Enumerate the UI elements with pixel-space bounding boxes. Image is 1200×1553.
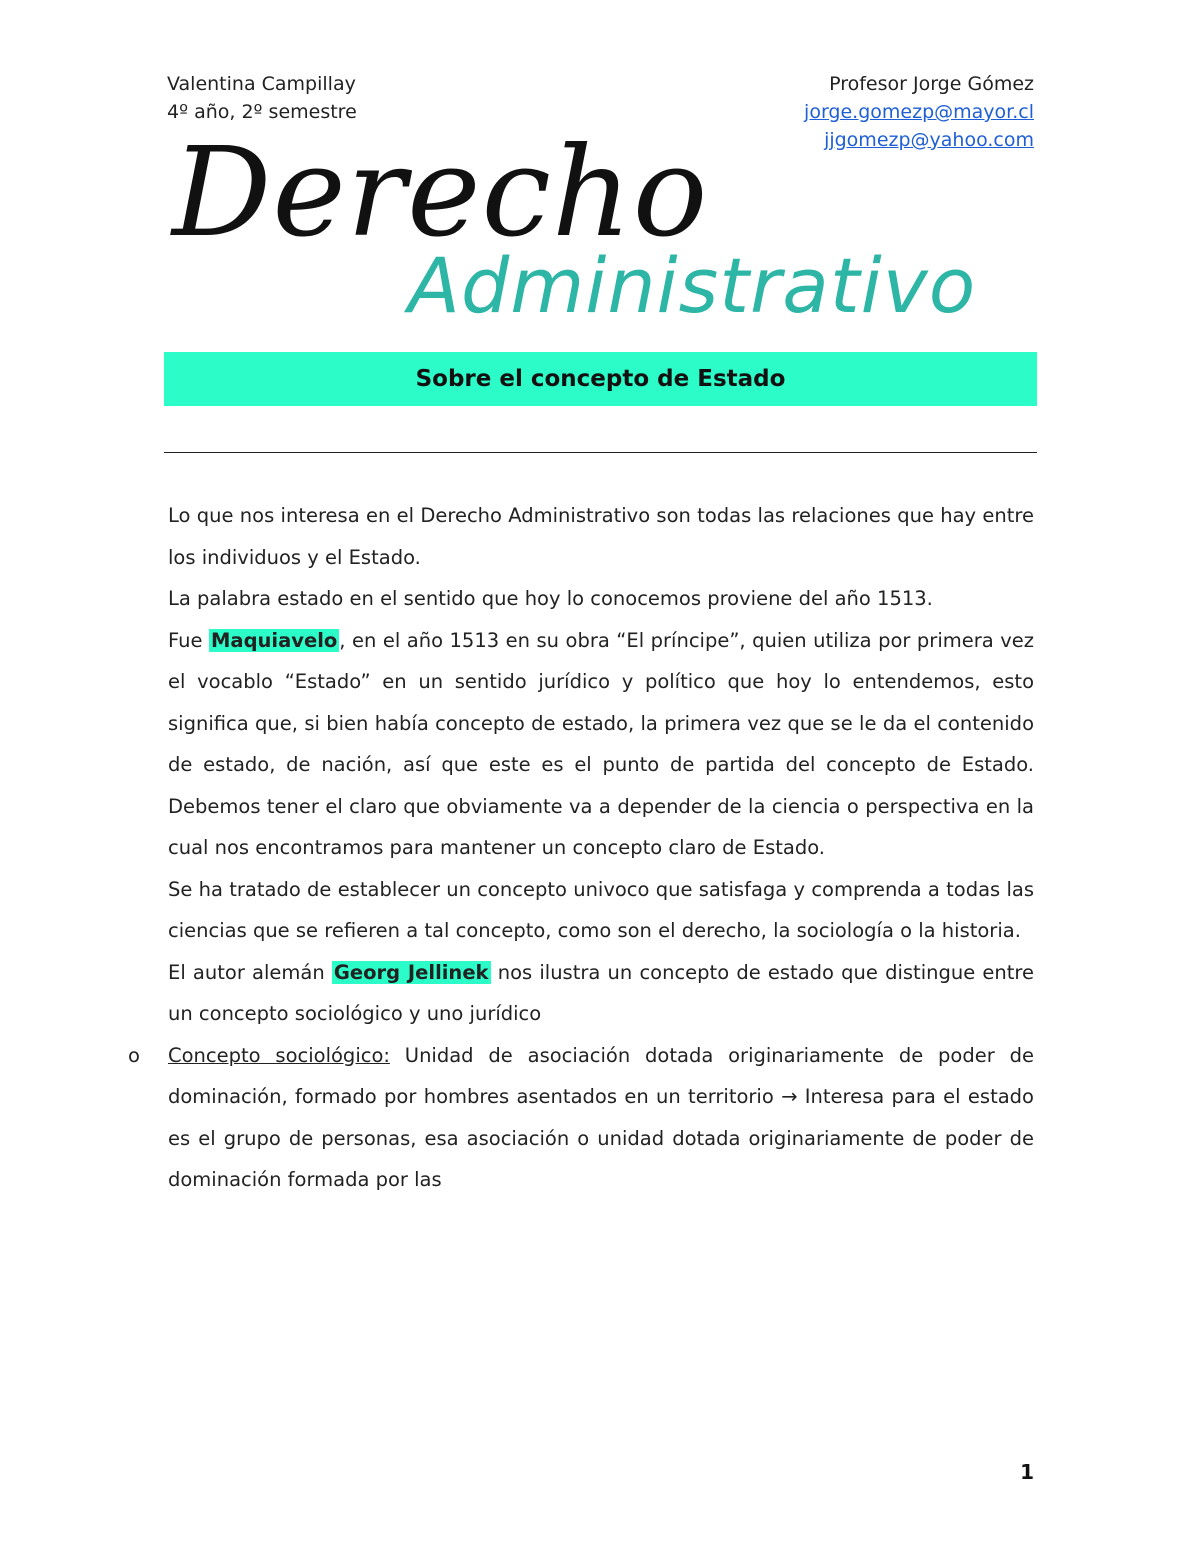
professor-name: Profesor Jorge Gómez xyxy=(829,73,1034,95)
student-name: Valentina Campillay xyxy=(167,73,356,95)
document-body xyxy=(128,495,1034,1201)
list-item xyxy=(128,1035,1034,1201)
highlight-jellinek: Georg Jellinek xyxy=(333,960,489,984)
page-number: 1 xyxy=(1020,1460,1034,1484)
paragraph-3-lead: Fue xyxy=(168,628,210,652)
bullet-term: Concepto sociológico: xyxy=(168,1043,390,1067)
paragraph-5-rest: nos ilustra un concepto de estado que distingue entre un concepto sociológico y uno jurídico xyxy=(168,960,1034,1025)
email-link-1[interactable]: jorge.gomezp@mayor.cl xyxy=(804,101,1034,123)
section-title-band xyxy=(164,352,1037,406)
bullet-text: Unidad de asociación dotada originariamente de poder de dominación, formado por hombres asentados en un territorio → Interesa para el estado es el grupo de personas, esa asociación o unidad dotada originariamente de poder de dominación formada por las xyxy=(168,1043,1034,1191)
course-period: 4º año, 2º semestre xyxy=(167,101,357,123)
bullet-marker: o xyxy=(128,1043,140,1067)
section-title: Sobre el concepto de Estado xyxy=(415,366,786,392)
header-right xyxy=(804,70,1034,154)
highlight-maquiavelo: Maquiavelo xyxy=(211,628,338,652)
logo-derecho: Derecho xyxy=(172,121,709,265)
paragraph-1: Lo que nos interesa en el Derecho Administrativo son todas las relaciones que hay entre los individuos y el Estado. xyxy=(168,504,1034,569)
divider xyxy=(164,452,1037,453)
paragraph-2: La palabra estado en el sentido que hoy lo conocemos proviene del año 1513. xyxy=(168,587,933,610)
paragraph-3-rest: , en el año 1513 en su obra “El príncipe”, quien utiliza por primera vez el vocablo “Estado” en un sentido jurídico y político que hoy lo entendemos, esto significa que, si bien había concepto de estado, la primera vez que se le da el contenido de estado, de nación, así que este es el punto de partida del concepto de Estado. Debemos tener el claro que obviamente va a depender de la ciencia o perspectiva en la cual nos encontramos para mantener un concepto claro de Estado. xyxy=(168,628,1034,859)
email-link-2[interactable]: jjgomezp@yahoo.com xyxy=(824,129,1034,151)
paragraph-5-lead: El autor alemán xyxy=(168,960,332,984)
paragraph-3 xyxy=(168,620,1034,869)
paragraph-5 xyxy=(168,952,1034,1035)
logo-administrativo: Administrativo xyxy=(408,241,977,330)
paragraph-4: Se ha tratado de establecer un concepto univoco que satisfaga y comprenda a todas las ciencias que se refieren a tal concepto, como son el derecho, la sociología o la historia. xyxy=(168,877,1034,942)
